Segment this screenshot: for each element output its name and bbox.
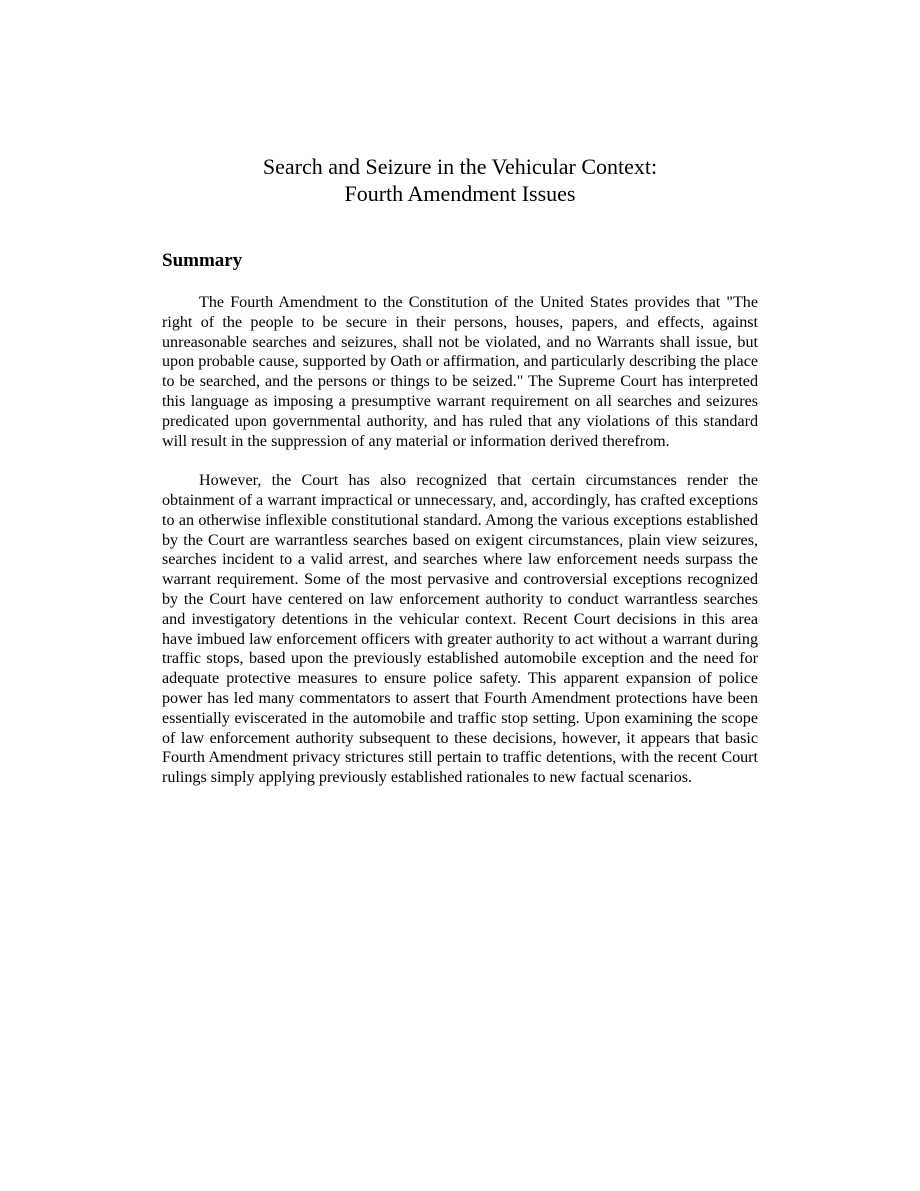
title-line-1: Search and Seizure in the Vehicular Context: (262, 154, 658, 179)
summary-paragraph-2: However, the Court has also recognized that certain circumstances render the obtainment of a warrant impractical or unnecessary, and, accordingly, has crafted exceptions to an otherwise inflexible constitutional standard. Among the various exceptions established by the Court are warrantless searches based on exigent circumstances, plain view seizures, searches incident to a valid arrest, and searches where law enforcement needs surpass the warrant requirement. Some of the most pervasive and controversial exceptions recognized by the Court have centered on law enforcement authority to conduct warrantless searches and investigatory detentions in the vehicular context. Recent Court decisions in this area have imbued law enforcement officers with greater authority to act without a warrant during traffic stops, based upon the previously established automobile exception and the need for adequate protective measures to ensure police safety. This apparent expansion of police power has led many commentators to assert that Fourth Amendment protections have been essentially eviscerated in the automobile and traffic stop setting. Upon examining the scope of law enforcement authority subsequent to these decisions, however, it appears that basic Fourth Amendment privacy strictures still pertain to traffic detentions, with the recent Court rulings simply applying previously established rationales to new factual scenarios. (162, 472, 758, 787)
document-page (162, 153, 758, 808)
title-line-2: Fourth Amendment Issues (344, 181, 576, 206)
section-heading-summary: Summary (162, 250, 243, 271)
page-title (162, 153, 758, 207)
summary-paragraph-1: The Fourth Amendment to the Constitution of the United States provides that "The right of the people to be secure in their persons, houses, papers, and effects, against unreasonable searches and seizures, shall not be violated, and no Warrants shall issue, but upon probable cause, supported by Oath or affirmation, and particularly describing the place to be searched, and the persons or things to be seized." The Supreme Court has interpreted this language as imposing a presumptive warrant requirement on all searches and seizures predicated upon governmental authority, and has ruled that any violations of this standard will result in the suppression of any material or information derived therefrom. (162, 294, 758, 450)
